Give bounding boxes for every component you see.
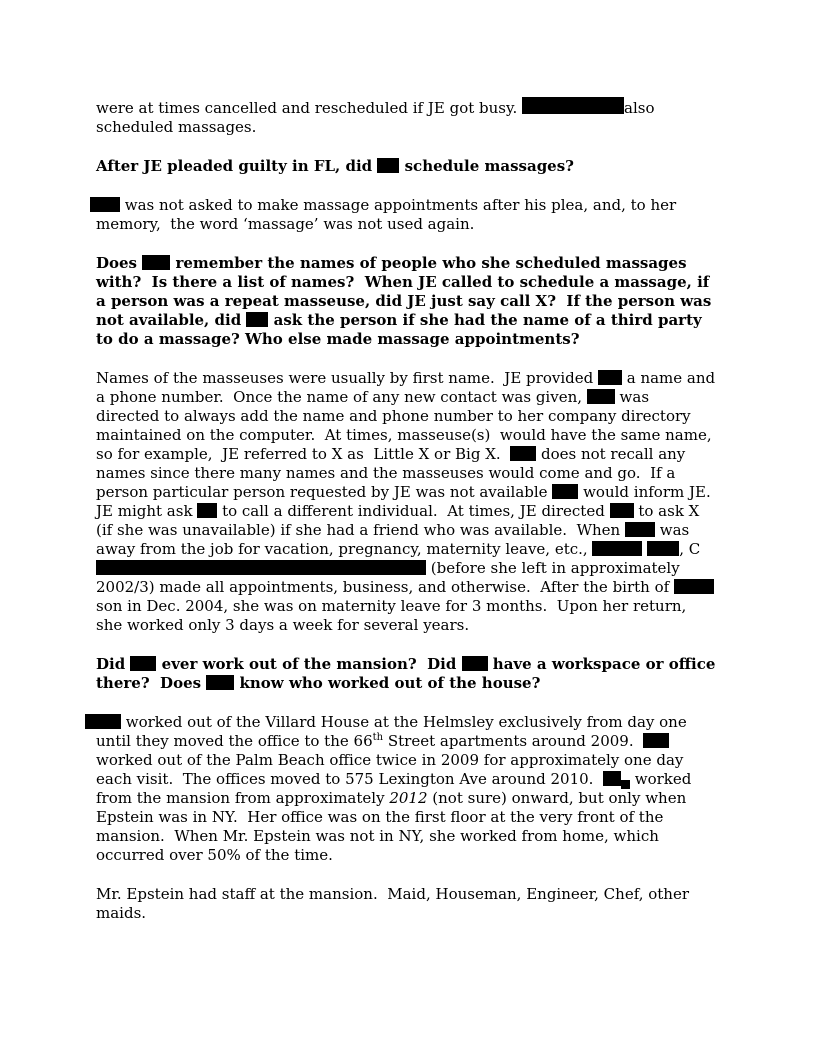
redaction-bar	[621, 780, 630, 789]
question-heading	[96, 655, 721, 693]
text-run: worked from the mansion from approximately	[96, 770, 697, 807]
text-run: would inform JE. JE might ask	[96, 483, 721, 520]
redaction-bar	[610, 503, 634, 518]
italic-text: 2012	[389, 789, 428, 807]
text-run: (not sure) onward, but only when Epstein was in NY. Her office was on the first floor at the very front of the mansion. When Mr. Epstein was not in NY, she worked from home, which occurred over 50% of the time.	[96, 789, 692, 864]
text-run: worked out of the Palm Beach office twice in 2009 for approximately one day each visit. The offices moved to 575 Lexington Ave around 2010.	[96, 732, 689, 788]
question-heading	[96, 157, 716, 176]
redaction-bar	[647, 541, 679, 556]
text-run: schedule massages?	[399, 157, 574, 175]
text-run: were at times cancelled and rescheduled if JE got busy.	[96, 99, 523, 117]
text-run: Does	[96, 254, 143, 272]
redaction-bar	[246, 312, 268, 327]
redaction-bar	[552, 484, 578, 499]
redaction-bar	[377, 158, 399, 173]
redaction-bar	[587, 389, 615, 404]
text-run: Mr. Epstein had staff at the mansion. Maid, Houseman, Engineer, Chef, other maids.	[96, 885, 694, 922]
text-run: After JE pleaded guilty in FL, did	[96, 157, 378, 175]
text-run: does not recall any names since there many names and the masseuses would come and go. If a person particular person requested by JE was not available	[96, 445, 691, 501]
text-run: to call a different individual. At times, JE directed	[217, 502, 610, 520]
paragraph	[96, 97, 716, 137]
redaction-bar	[674, 579, 714, 594]
redaction-bar	[90, 197, 120, 212]
text-run: was not asked to make massage appointments after his plea, and, to her memory, the word ‘massage’ was not used again.	[96, 196, 681, 233]
text-run: Street apartments around 2009.	[383, 732, 644, 750]
text-run: know who worked out of the house?	[234, 674, 541, 692]
superscript-text: th	[372, 732, 384, 743]
redaction-bar	[142, 255, 170, 270]
text-run: (before she left in approximately 2002/3) made all appointments, business, and otherwise. After the birth of	[96, 559, 685, 596]
text-run: , C	[679, 540, 701, 558]
paragraph	[96, 369, 721, 635]
text-run: son in Dec. 2004, she was on maternity leave for 3 months. Upon her return, she worked only 3 days a week for several years.	[96, 578, 719, 634]
paragraph	[96, 196, 716, 234]
text-run: ask the person if she had the name of a third party to do a massage? Who else made massage appointments?	[96, 311, 707, 348]
redaction-bar	[462, 656, 488, 671]
text-run: was away from the job for vacation, pregnancy, maternity leave, etc.,	[96, 521, 695, 558]
paragraph	[96, 713, 716, 865]
paragraph	[96, 885, 716, 923]
text-run: a name and a phone number. Once the name of any new contact was given,	[96, 369, 720, 406]
text-run: ever work out of the mansion? Did	[156, 655, 462, 673]
text-run: to ask X (if she was unavailable) if she had a friend who was available. When	[96, 502, 705, 539]
document-body	[96, 97, 721, 923]
text-run: have a workspace or office there? Does	[96, 655, 721, 692]
text-run: also scheduled massages.	[96, 99, 660, 136]
redaction-bar	[603, 771, 621, 786]
redaction-bar	[130, 656, 156, 671]
text-run: was directed to always add the name and phone number to her company directory maintained on the computer. At times, masseuse(s) would have the same name, so for example, JE referred to X as Little X or Big X.	[96, 388, 717, 463]
redaction-bar	[206, 675, 234, 690]
redaction-bar	[625, 522, 655, 537]
redaction-bar	[643, 733, 669, 748]
text-run: worked out of the Villard House at the Helmsley exclusively from day one until they moved the office to the 66	[96, 713, 692, 750]
question-heading	[96, 254, 716, 349]
redaction-bar	[197, 503, 217, 518]
text-run: Did	[96, 655, 131, 673]
redaction-bar	[522, 97, 624, 114]
redaction-bar	[592, 541, 642, 556]
text-run: remember the names of people who she scheduled massages with? Is there a list of names? When JE called to schedule a massage, if a person was a repeat masseuse, did JE just say call X? If the person was not available, did	[96, 254, 717, 329]
redaction-bar	[96, 560, 426, 575]
text-run: Names of the masseuses were usually by first name. JE provided	[96, 369, 598, 387]
redaction-bar	[85, 714, 121, 729]
redaction-bar	[598, 370, 622, 385]
document-page	[96, 97, 721, 943]
redaction-bar	[510, 446, 536, 461]
